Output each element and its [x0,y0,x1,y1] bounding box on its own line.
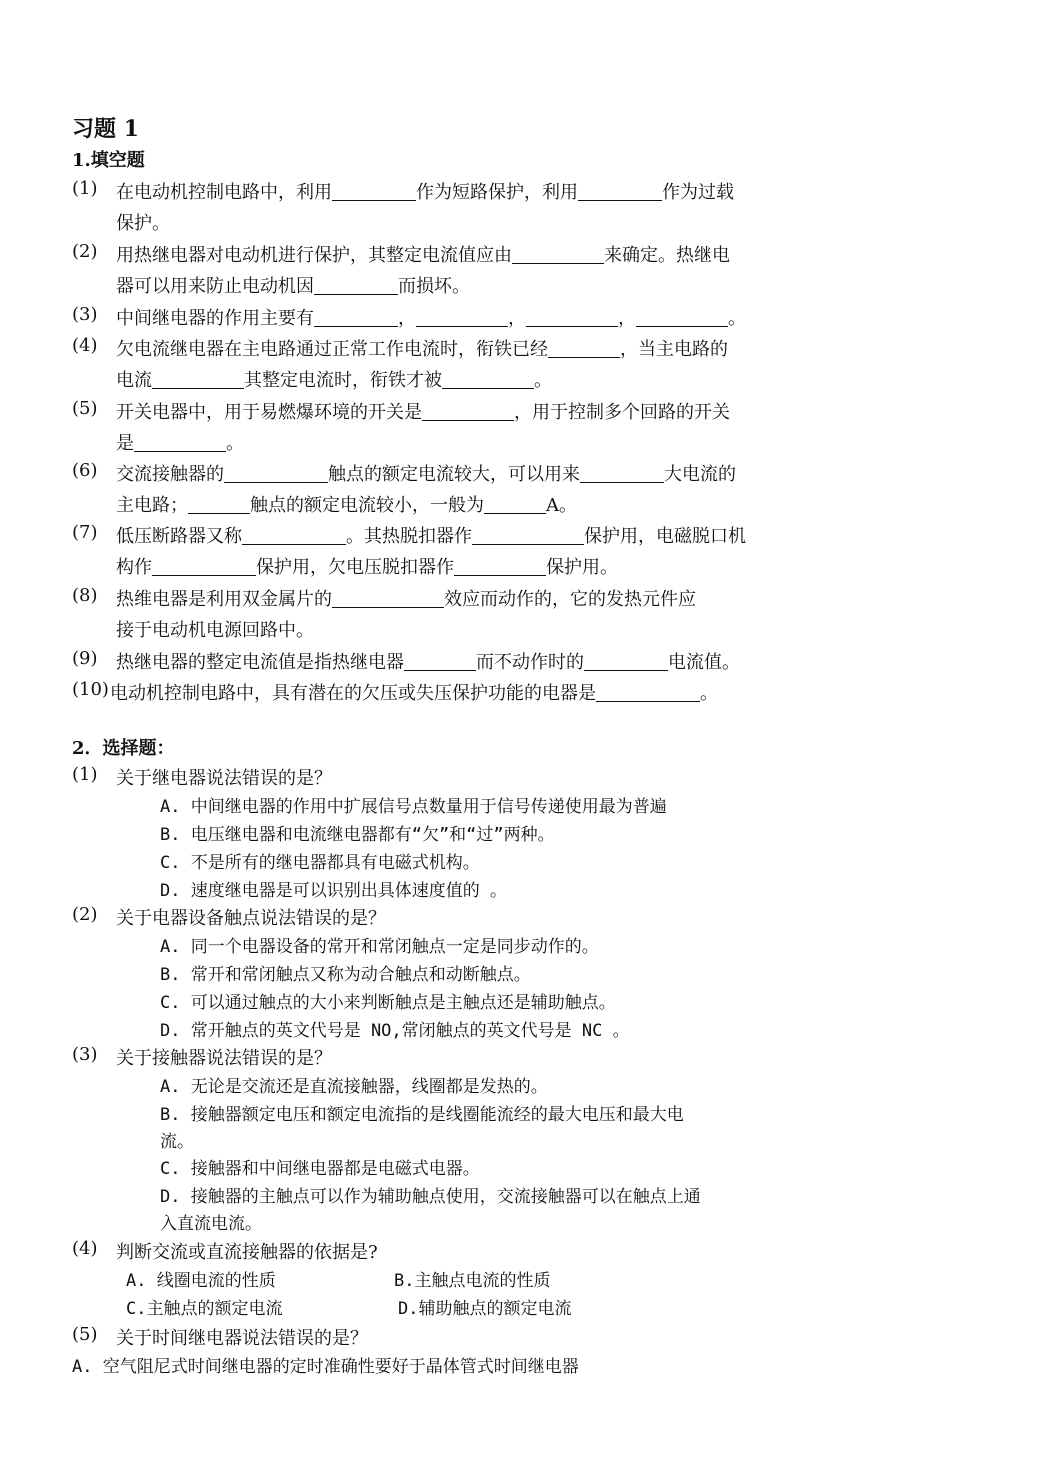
question-stem: 关于电器设备触点说法错误的是？ [116,908,386,929]
answer-blank[interactable] [152,557,256,576]
option-c[interactable]: C.主触点的额定电流 [126,1299,283,1319]
option-b[interactable]: B. 电压继电器和电流继电器都有“欠”和“过”两种。 [160,825,555,845]
question-line: 保护。 [116,213,170,234]
option-c[interactable]: C. 接触器和中间继电器都是电磁式电器。 [160,1159,480,1179]
answer-blank[interactable] [442,370,534,389]
question-number: (4) [72,1238,98,1259]
option-a[interactable]: A. 同一个电器设备的常开和常闭触点一定是同步动作的。 [160,937,599,957]
option-a[interactable]: A. 中间继电器的作用中扩展信号点数量用于信号传递使用最为普遍 [160,797,667,817]
question-number: (8) [72,585,98,606]
question-number: (3) [72,1044,98,1065]
answer-blank[interactable] [404,652,476,671]
answer-blank[interactable] [636,308,728,327]
answer-blank[interactable] [596,683,700,702]
question-line: 接于电动机电源回路中。 [116,620,314,641]
question-line: 热继电器的整定电流值是指热继电器 而不动作时的 电流值。 [116,652,740,673]
question-number: (7) [72,522,98,543]
question-stem: 判断交流或直流接触器的依据是? [116,1242,378,1263]
question-line: 交流接触器的 触点的额定电流较大，可以用来 大电流的 [116,464,736,485]
answer-blank[interactable] [416,308,508,327]
answer-blank[interactable] [578,182,662,201]
question-number: (9) [72,648,98,669]
question-line: 主电路； 触点的额定电流较小，一般为 A。 [116,495,577,516]
answer-blank[interactable] [584,652,668,671]
question-line: 电动机控制电路中，具有潜在的欠压或失压保护功能的电器是 。 [110,683,718,704]
question-number: (5) [72,398,98,419]
question-number: (5) [72,1324,98,1345]
option-a[interactable]: A. 空气阻尼式时间继电器的定时准确性要好于晶体管式时间继电器 [72,1357,579,1377]
question-line: 构作 保护用，欠电压脱扣器作 保护用。 [116,557,618,578]
question-number: (1) [72,178,98,199]
answer-blank[interactable] [422,402,514,421]
question-number: (2) [72,241,98,262]
answer-blank[interactable] [332,589,444,608]
question-number: (3) [72,304,98,325]
question-stem: 关于接触器说法错误的是？ [116,1048,332,1069]
answer-blank[interactable] [188,495,250,514]
question-line: 欠电流继电器在主电路通过正常工作电流时，衔铁已经 ，当主电路的 [116,339,728,360]
answer-blank[interactable] [152,370,244,389]
question-stem: 关于时间继电器说法错误的是？ [116,1328,368,1349]
option-d[interactable]: D.辅助触点的额定电流 [398,1299,572,1319]
answer-blank[interactable] [314,276,398,295]
option-d[interactable]: D. 接触器的主触点可以作为辅助触点使用，交流接触器可以在触点上通 [160,1187,701,1207]
answer-blank[interactable] [454,557,546,576]
page-title: 习题 1 [72,116,139,142]
option-b-continued: 流。 [160,1132,194,1152]
question-line: 中间继电器的作用主要有 ， ， ， 。 [116,308,746,329]
question-number: (2) [72,904,98,925]
question-line: 器可以用来防止电动机因 而损坏。 [116,276,470,297]
option-b[interactable]: B.主触点电流的性质 [394,1271,551,1291]
question-line: 热维电器是利用双金属片的 效应而动作的，它的发热元件应 [116,589,696,610]
option-d-continued: 入直流电流。 [160,1214,262,1234]
question-line: 低压断路器又称 。其热脱扣器作 保护用，电磁脱口机 [116,526,746,547]
question-number: (4) [72,335,98,356]
question-line: 是 。 [116,433,244,454]
question-number: (10) [72,679,109,700]
option-a[interactable]: A. 线圈电流的性质 [126,1271,276,1291]
answer-blank[interactable] [472,526,584,545]
option-c[interactable]: C. 不是所有的继电器都具有电磁式机构。 [160,853,480,873]
answer-blank[interactable] [134,433,226,452]
question-line: 电流 其整定电流时，衔铁才被 。 [116,370,552,391]
section-fill-heading: 1.填空题 [72,150,145,171]
question-line: 开关电器中，用于易燃爆环境的开关是 ，用于控制多个回路的开关 [116,402,730,423]
option-d[interactable]: D. 常开触点的英文代号是 NO,常闭触点的英文代号是 NC 。 [160,1021,630,1041]
option-b[interactable]: B. 接触器额定电压和额定电流指的是线圈能流经的最大电压和最大电 [160,1105,684,1125]
answer-blank[interactable] [580,464,664,483]
answer-blank[interactable] [526,308,618,327]
question-number: (6) [72,460,98,481]
answer-blank[interactable] [332,182,416,201]
option-a[interactable]: A. 无论是交流还是直流接触器，线圈都是发热的。 [160,1077,548,1097]
question-stem: 关于继电器说法错误的是？ [116,768,332,789]
answer-blank[interactable] [512,245,604,264]
option-d[interactable]: D. 速度继电器是可以识别出具体速度值的 。 [160,881,507,901]
option-c[interactable]: C. 可以通过触点的大小来判断触点是主触点还是辅助触点。 [160,993,616,1013]
question-line: 在电动机控制电路中，利用 作为短路保护，利用 作为过载 [116,182,734,203]
question-number: (1) [72,764,98,785]
answer-blank[interactable] [314,308,398,327]
answer-blank[interactable] [484,495,546,514]
section-choice-heading: 2．选择题： [72,738,175,759]
option-b[interactable]: B. 常开和常闭触点又称为动合触点和动断触点。 [160,965,531,985]
answer-blank[interactable] [548,339,620,358]
answer-blank[interactable] [224,464,328,483]
question-line: 用热继电器对电动机进行保护，其整定电流值应由 来确定。热继电 [116,245,730,266]
answer-blank[interactable] [242,526,346,545]
